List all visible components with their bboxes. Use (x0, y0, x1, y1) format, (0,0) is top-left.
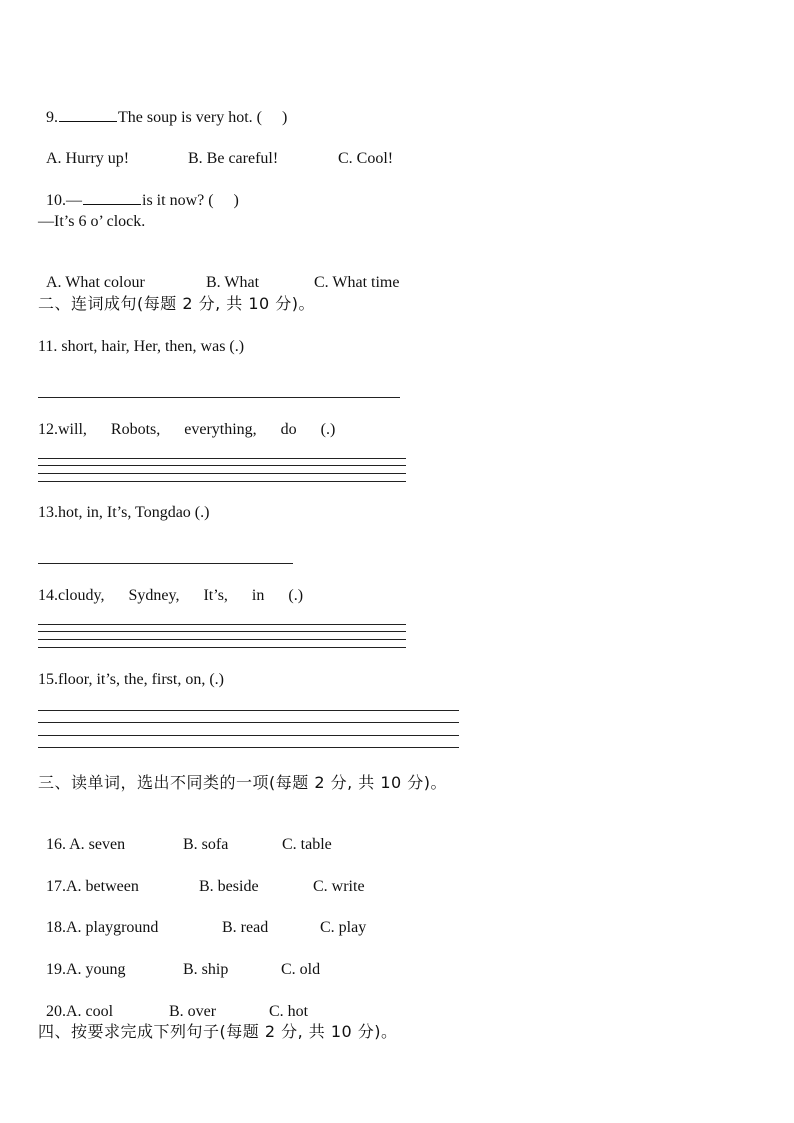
option-b[interactable]: B. Be careful! (188, 150, 279, 167)
option-a[interactable]: 17.A. between (46, 878, 139, 895)
answer-line[interactable] (38, 647, 406, 648)
answer-line[interactable] (38, 397, 400, 398)
answer-line[interactable] (38, 563, 293, 564)
question-10-options (38, 253, 399, 293)
option-c[interactable]: C. old (281, 961, 321, 978)
option-b[interactable]: B. read (222, 919, 269, 936)
question-19 (38, 940, 320, 980)
option-a[interactable]: A. Hurry up! (46, 150, 130, 167)
option-a[interactable]: 18.A. playground (46, 919, 159, 936)
question-10-reply: —It’s 6 o’ clock. (38, 213, 146, 230)
question-18 (38, 898, 366, 938)
question-15: 15.floor, it’s, the, first, on, (.) (38, 671, 224, 688)
answer-blank[interactable] (59, 107, 117, 122)
option-c[interactable]: C. What time (314, 274, 400, 291)
option-a[interactable]: A. What colour (46, 274, 145, 291)
answer-line[interactable] (38, 747, 459, 748)
option-c[interactable]: C. Cool! (338, 150, 394, 167)
section-heading-3: 三、读单词，选出不同类的一项(每题 2 分, 共 10 分)。 (38, 773, 448, 792)
question-20 (38, 982, 308, 1022)
answer-line[interactable] (38, 465, 406, 466)
option-c[interactable]: C. play (320, 919, 367, 936)
question-9-options (38, 129, 393, 169)
answer-line[interactable] (38, 639, 406, 640)
answer-line[interactable] (38, 710, 459, 711)
question-13: 13.hot, in, It’s, Tongdao (.) (38, 504, 210, 521)
answer-line[interactable] (38, 722, 459, 723)
answer-line[interactable] (38, 631, 406, 632)
option-c[interactable]: C. hot (269, 1003, 309, 1020)
option-b[interactable]: B. What (206, 274, 260, 291)
option-b[interactable]: B. over (169, 1003, 217, 1020)
option-b[interactable]: B. sofa (183, 836, 229, 853)
question-number: 9. (46, 109, 58, 126)
question-17 (38, 857, 365, 897)
option-b[interactable]: B. ship (183, 961, 229, 978)
question-9 (38, 87, 287, 128)
option-a[interactable]: 20.A. cool (46, 1003, 114, 1020)
answer-line[interactable] (38, 735, 459, 736)
option-b[interactable]: B. beside (199, 878, 259, 895)
answer-line[interactable] (38, 624, 406, 625)
answer-line[interactable] (38, 481, 406, 482)
section-heading-2: 二、连词成句(每题 2 分, 共 10 分)。 (38, 294, 316, 313)
question-number: 10.— (46, 192, 82, 209)
question-11: 11. short, hair, Her, then, was (.) (38, 338, 245, 355)
option-a[interactable]: 19.A. young (46, 961, 126, 978)
option-a[interactable]: 16. A. seven (46, 836, 126, 853)
option-c[interactable]: C. table (282, 836, 332, 853)
question-10 (38, 170, 239, 211)
question-text: The soup is very hot. ( ) (118, 109, 288, 126)
option-c[interactable]: C. write (313, 878, 365, 895)
section-heading-4: 四、按要求完成下列句子(每题 2 分, 共 10 分)。 (38, 1022, 398, 1041)
answer-blank[interactable] (83, 190, 141, 205)
question-16 (38, 815, 332, 855)
question-14: 14.cloudy, Sydney, It’s, in (.) (38, 587, 304, 604)
answer-line[interactable] (38, 473, 406, 474)
question-12: 12.will, Robots, everything, do (.) (38, 421, 336, 438)
question-text: is it now? ( ) (142, 192, 239, 209)
answer-line[interactable] (38, 458, 406, 459)
